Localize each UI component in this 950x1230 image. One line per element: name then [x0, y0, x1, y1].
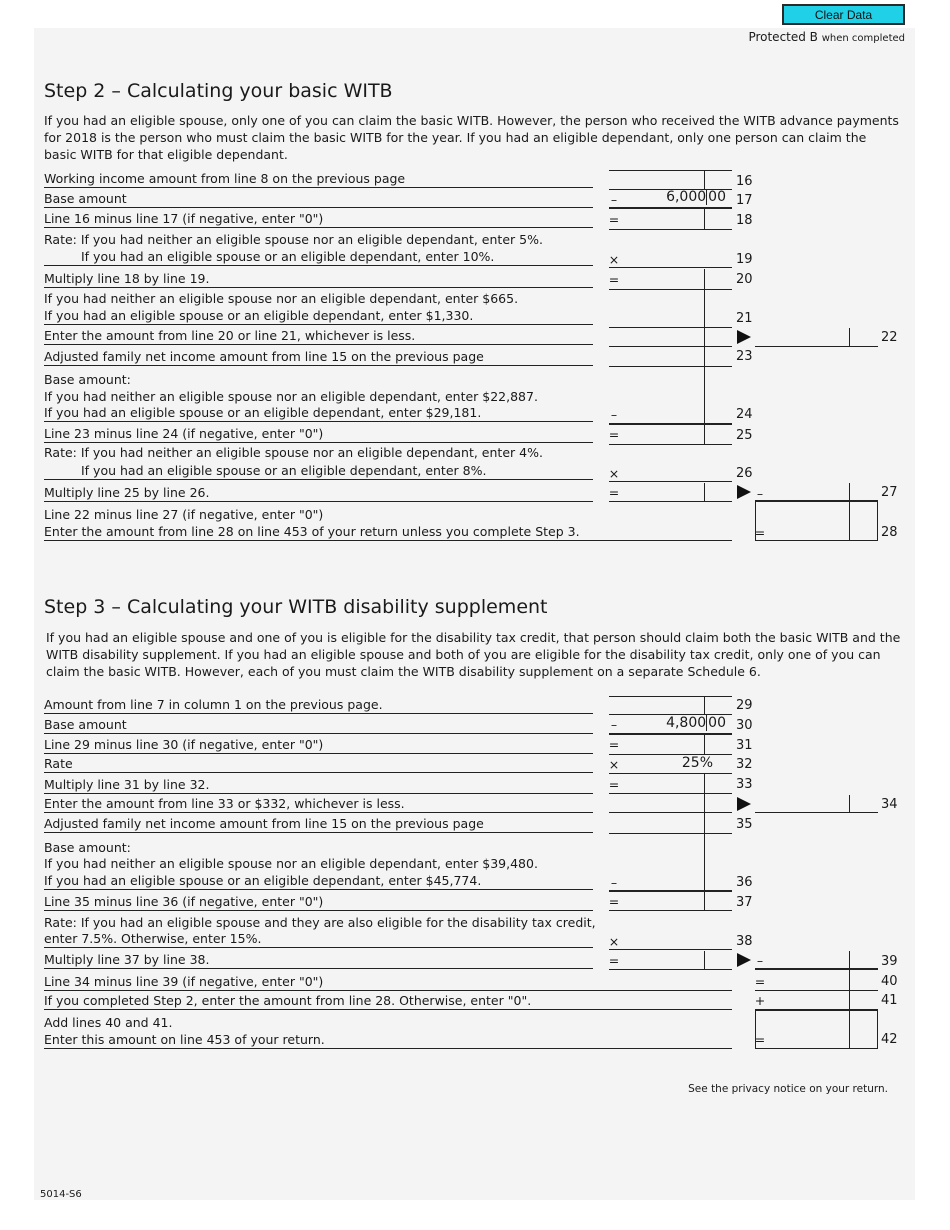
line-number-18: 18	[736, 213, 753, 228]
equals-sign: =	[608, 272, 620, 287]
equals-sign: =	[608, 427, 620, 442]
line18-input[interactable]	[621, 210, 704, 228]
line34-label: Enter the amount from line 33 or $332, whichever is less.	[44, 795, 593, 813]
line21-label-b: If you had an eligible spouse or an eligible dependant, enter $1,330.	[44, 307, 593, 325]
line-number-25: 25	[736, 428, 753, 443]
line34-input[interactable]	[756, 795, 849, 812]
equals-sign: =	[608, 953, 620, 968]
line-number-33: 33	[736, 777, 753, 792]
line28-input[interactable]	[767, 503, 849, 539]
times-sign: ×	[608, 252, 620, 267]
equals-sign: =	[754, 974, 766, 989]
arrow-right-icon	[737, 485, 751, 499]
line-number-32: 32	[736, 757, 753, 772]
minus-sign: –	[610, 875, 618, 890]
line-number-42: 42	[881, 1032, 898, 1047]
line20-label: Multiply line 18 by line 19.	[44, 270, 593, 288]
line-number-38: 38	[736, 934, 753, 949]
line26-label-a: Rate: If you had neither an eligible spouse nor an eligible dependant, enter 4%.	[44, 445, 543, 460]
line22-input[interactable]	[756, 328, 849, 346]
line-number-26: 26	[736, 466, 753, 481]
line23-label: Adjusted family net income amount from line 15 on the previous page	[44, 348, 593, 366]
line-number-31: 31	[736, 738, 753, 753]
equals-sign: =	[608, 212, 620, 227]
line32-value: 25%	[681, 755, 713, 771]
line-number-35: 35	[736, 817, 753, 832]
arrow-right-icon	[737, 953, 751, 967]
line36-label-c: If you had an eligible spouse or an eligible dependant, enter $45,774.	[44, 872, 593, 890]
line42-input[interactable]	[767, 1011, 849, 1047]
line42-label-a: Add lines 40 and 41.	[44, 1015, 173, 1030]
equals-sign: =	[608, 777, 620, 792]
line28-label-b: Enter the amount from line 28 on line 453 of your return unless you complete Step 3.	[44, 523, 732, 541]
line-number-22: 22	[881, 330, 898, 345]
equals-sign: =	[754, 1032, 766, 1047]
step3-title: Step 3 – Calculating your WITB disability supplement	[44, 596, 548, 618]
step2-intro: If you had an eligible spouse, only one of you can claim the basic WITB. However, the person who received the WITB advance payments for 2018 is the person who must claim the basic WITB for the year. If you had an eligible dependant, only one person can claim the basic WITB for that eligible dependant.	[44, 113, 899, 162]
line24-label-a: Base amount:	[44, 372, 131, 387]
line-number-27: 27	[881, 485, 898, 500]
line-number-17: 17	[736, 193, 753, 208]
line33-label: Multiply line 31 by line 32.	[44, 776, 593, 794]
line37-input[interactable]	[621, 892, 704, 909]
line32-label: Rate	[44, 755, 593, 773]
line25-label: Line 23 minus line 24 (if negative, enter "0")	[44, 425, 593, 443]
equals-sign: =	[608, 485, 620, 500]
line27-label: Multiply line 25 by line 26.	[44, 484, 593, 502]
line17-label: Base amount	[44, 190, 593, 208]
line39-label: Multiply line 37 by line 38.	[44, 951, 593, 969]
line-number-28: 28	[881, 525, 898, 540]
line33-input[interactable]	[621, 775, 704, 792]
line29-label: Amount from line 7 in column 1 on the previous page.	[44, 696, 593, 714]
line-number-24: 24	[736, 407, 753, 422]
line21-input[interactable]	[609, 308, 704, 326]
line24-label-c: If you had an eligible spouse or an eligible dependant, enter $29,181.	[44, 404, 593, 422]
step2-title: Step 2 – Calculating your basic WITB	[44, 80, 393, 102]
line23-input[interactable]	[609, 347, 704, 365]
line19-label-b: If you had an eligible spouse or an eligible dependant, enter 10%.	[44, 248, 593, 266]
line41-label: If you completed Step 2, enter the amount from line 28. Otherwise, enter "0".	[44, 992, 732, 1010]
line36-input[interactable]	[621, 872, 704, 889]
equals-sign: =	[754, 525, 766, 540]
line41-input[interactable]	[767, 991, 849, 1008]
line25-input[interactable]	[621, 425, 704, 443]
line-number-16: 16	[736, 174, 753, 189]
line36-label-b: If you had neither an eligible spouse nor an eligible dependant, enter $39,480.	[44, 856, 538, 871]
line36-label-a: Base amount:	[44, 840, 131, 855]
line38-input[interactable]	[621, 931, 731, 948]
line-number-36: 36	[736, 875, 753, 890]
line-number-30: 30	[736, 718, 753, 733]
times-sign: ×	[608, 466, 620, 481]
line21-label-a: If you had neither an eligible spouse nor an eligible dependant, enter $665.	[44, 291, 519, 306]
line27-input[interactable]	[621, 483, 704, 500]
line18-label: Line 16 minus line 17 (if negative, enter "0")	[44, 210, 593, 228]
line-number-37: 37	[736, 895, 753, 910]
line30-label: Base amount	[44, 716, 593, 734]
equals-sign: =	[608, 737, 620, 752]
line-number-19: 19	[736, 252, 753, 267]
form-number: 5014-S6	[40, 1189, 82, 1200]
line-number-39: 39	[881, 954, 898, 969]
line31-input[interactable]	[621, 736, 704, 753]
line35-label: Adjusted family net income amount from line 15 on the previous page	[44, 815, 593, 833]
line17-value: 6,000 00	[666, 189, 726, 205]
line38-label-a: Rate: If you had an eligible spouse and they are also eligible for the disability tax credit,	[44, 915, 596, 930]
minus-sign: –	[610, 717, 618, 732]
equals-sign: =	[608, 894, 620, 909]
line-number-21: 21	[736, 311, 753, 326]
line42-label-b: Enter this amount on line 453 of your return.	[44, 1031, 732, 1049]
minus-sign: –	[610, 407, 618, 422]
times-sign: ×	[608, 934, 620, 949]
line-number-34: 34	[881, 797, 898, 812]
plus-sign: +	[754, 993, 766, 1008]
times-sign: ×	[608, 757, 620, 772]
line40-input[interactable]	[767, 971, 849, 989]
line35-input[interactable]	[609, 814, 704, 832]
line19-input[interactable]	[621, 249, 731, 267]
step3-intro: If you had an eligible spouse and one of you is eligible for the disability tax credit, that person should claim both the basic WITB and the WITB disability supplement. If you had an eligible spouse and both of you are eligible for the disability tax credit, only one of you can claim the basic WITB. However, each of you must claim the WITB disability supplement on a separate Schedule 6.	[46, 630, 901, 679]
line26-label-b: If you had an eligible spouse or an eligible dependant, enter 8%.	[44, 462, 593, 480]
line-number-41: 41	[881, 993, 898, 1008]
line24-input[interactable]	[621, 405, 704, 423]
line37-label: Line 35 minus line 36 (if negative, enter "0")	[44, 893, 593, 911]
arrow-right-icon	[737, 797, 751, 811]
line27-result-input[interactable]	[767, 483, 849, 500]
line30-value: 4,800 00	[666, 715, 726, 731]
protected-label: Protected B when completed	[748, 30, 905, 44]
line20-input[interactable]	[621, 270, 704, 288]
line29-input[interactable]	[609, 697, 704, 714]
line19-label-a: Rate: If you had neither an eligible spouse nor an eligible dependant, enter 5%.	[44, 232, 543, 247]
line26-input[interactable]	[621, 462, 731, 480]
line16-input[interactable]	[609, 171, 704, 189]
line-number-40: 40	[881, 974, 898, 989]
line24-label-b: If you had neither an eligible spouse nor an eligible dependant, enter $22,887.	[44, 389, 538, 404]
line22-label: Enter the amount from line 20 or line 21, whichever is less.	[44, 327, 593, 345]
line31-label: Line 29 minus line 30 (if negative, enter "0")	[44, 736, 593, 754]
line39-input[interactable]	[621, 951, 704, 968]
line38-label-b: enter 7.5%. Otherwise, enter 15%.	[44, 930, 593, 948]
line40-label: Line 34 minus line 39 (if negative, enter "0")	[44, 973, 732, 991]
line-number-20: 20	[736, 272, 753, 287]
arrow-right-icon	[737, 330, 751, 344]
line28-label-a: Line 22 minus line 27 (if negative, enter "0")	[44, 507, 324, 522]
minus-sign: –	[756, 486, 764, 501]
minus-sign: –	[610, 192, 618, 207]
protected-suffix: when completed	[821, 33, 905, 44]
privacy-notice: See the privacy notice on your return.	[688, 1083, 888, 1095]
line-number-29: 29	[736, 698, 753, 713]
line16-label: Working income amount from line 8 on the previous page	[44, 170, 593, 188]
line-number-23: 23	[736, 349, 753, 364]
minus-sign: –	[756, 953, 764, 968]
clear-data-button[interactable]: Clear Data	[782, 4, 905, 25]
line39-result-input[interactable]	[767, 951, 849, 968]
